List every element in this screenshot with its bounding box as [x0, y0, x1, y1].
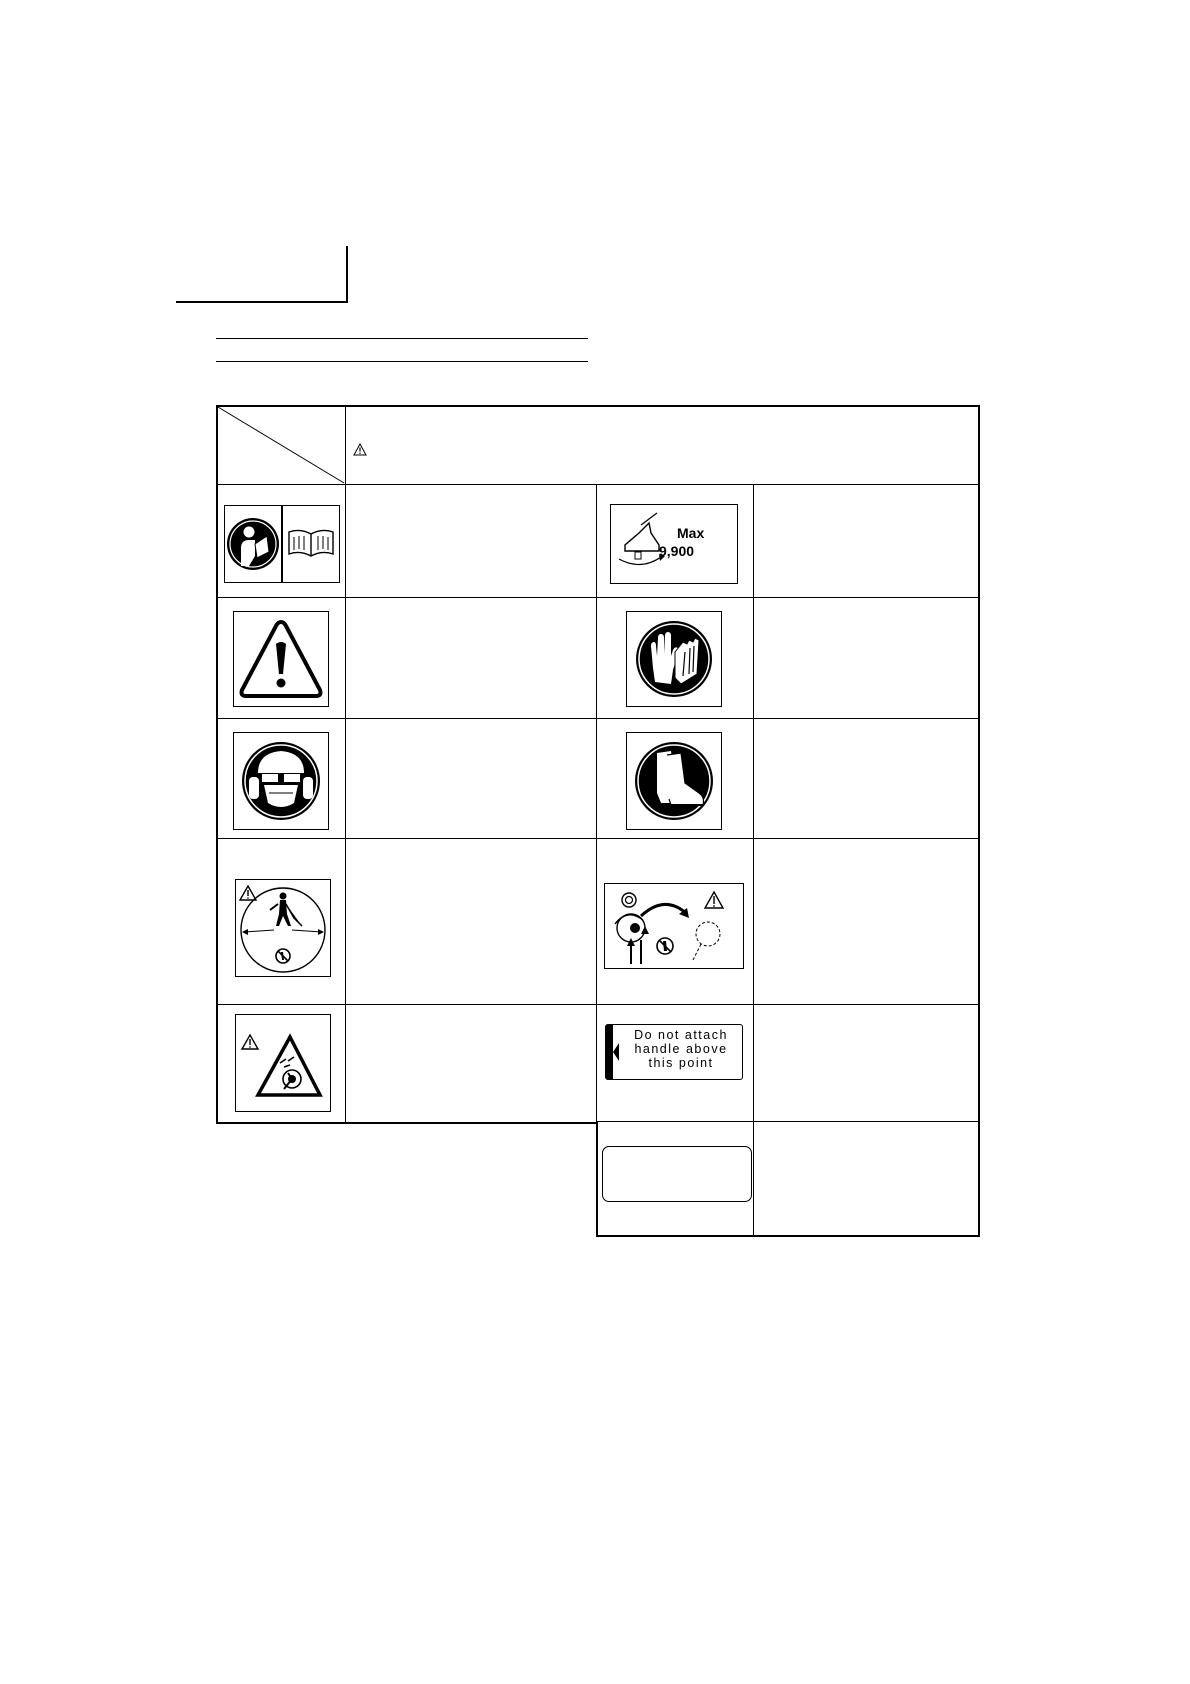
title-rule-top — [216, 338, 588, 339]
symbols-table — [216, 405, 980, 1123]
max-rpm-label-icon — [610, 504, 738, 584]
wear-gloves-icon — [626, 611, 722, 707]
row-divider-3 — [216, 838, 980, 839]
general-warning-icon — [233, 611, 329, 707]
header-diagonal — [216, 405, 346, 485]
blade-thrust-warning-icon — [604, 883, 744, 969]
blank-label-icon — [602, 1146, 752, 1202]
rpm-value: 9,900 — [659, 543, 695, 559]
handle-label-line-1: Do not attach — [634, 1028, 728, 1042]
table-border-right — [978, 405, 980, 1237]
handle-label-line-2: handle above — [634, 1042, 728, 1056]
handle-position-label-icon — [605, 1024, 743, 1080]
wear-helmet-ear-eye-protection-icon — [233, 732, 329, 830]
row-divider-1 — [216, 597, 980, 598]
read-manual-icon — [224, 505, 282, 583]
thrown-objects-warning-icon — [235, 1014, 331, 1112]
row-divider-4 — [216, 1004, 980, 1005]
wear-boots-icon — [626, 732, 722, 830]
keep-15m-distance-icon — [235, 879, 331, 977]
row-divider-5 — [596, 1121, 980, 1122]
column-divider-1 — [345, 405, 346, 1123]
warning-triangle-icon — [353, 443, 367, 456]
table-border-bottom-left — [216, 1122, 598, 1124]
tab-marker-horizontal — [176, 301, 348, 303]
header-divider — [216, 484, 980, 485]
table-border-left — [216, 405, 218, 1123]
handle-label-line-3: this point — [648, 1056, 714, 1070]
table-extension-bottom — [596, 1235, 980, 1237]
max-label: Max — [677, 525, 705, 541]
tab-marker-vertical — [346, 246, 348, 302]
manual-book-icon — [282, 505, 340, 583]
title-rule-bottom — [216, 361, 588, 362]
row-divider-2 — [216, 718, 980, 719]
